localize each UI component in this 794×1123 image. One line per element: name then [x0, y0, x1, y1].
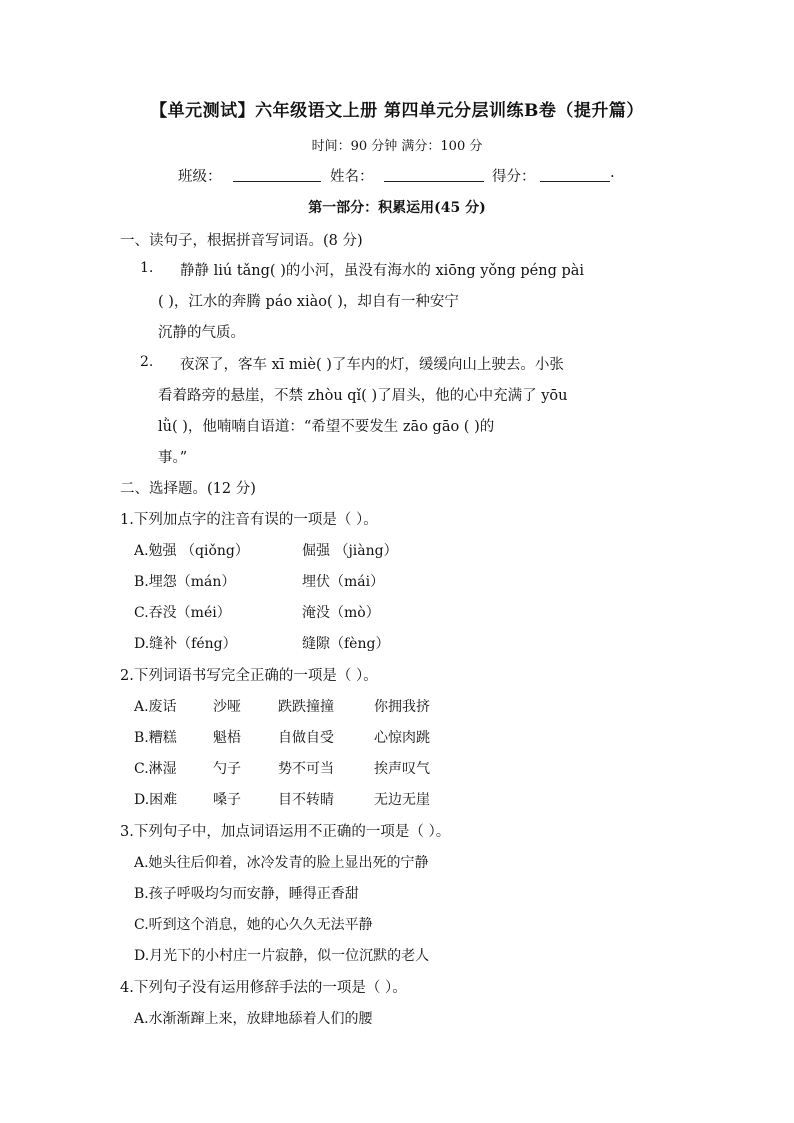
q3-option-d[interactable]: D.月光下的小村庄一片寂静，似一位沉默的老人: [134, 948, 430, 964]
q2-option-b-word4: 心惊肉跳: [374, 730, 430, 746]
q2-option-a-word4: 你拥我挤: [374, 699, 430, 715]
item2-number: 2.: [140, 354, 154, 370]
score-label: 得分：: [492, 169, 536, 185]
item2-line4: 事。”: [158, 450, 188, 466]
q1-stem: 1.下列加点字的注音有误的一项是（ ）。: [120, 512, 378, 528]
q3-option-c[interactable]: C.听到这个消息，她的心久久无法平静: [134, 917, 373, 933]
q2-option-c-word2: 勺子: [213, 761, 241, 777]
page-title: 【单元测试】六年级语文上册 第四单元分层训练B卷（提升篇）: [150, 101, 644, 121]
q3-option-a[interactable]: A.她头往后仰着，冰冷发青的脸上显出死的宁静: [134, 855, 429, 871]
part-heading: 第一部分：积累运用(45 分): [308, 200, 486, 216]
name-blank[interactable]: [384, 167, 484, 182]
info-end-dot: .: [610, 165, 615, 181]
q1-option-d-right: 缝隙（fèng）: [302, 636, 390, 652]
q1-option-b-right: 埋伏（mái）: [302, 574, 385, 590]
q2-option-d[interactable]: D.困难: [134, 792, 178, 808]
q3-stem: 3.下列句子中，加点词语运用不正确的一项是（ ）。: [120, 824, 451, 840]
q2-option-a-word2: 沙哑: [213, 699, 241, 715]
name-label: 姓名：: [330, 169, 374, 185]
q2-option-c-word3: 势不可当: [278, 761, 334, 777]
item1-number: 1.: [140, 260, 154, 276]
q2-option-c[interactable]: C.淋湿: [134, 761, 177, 777]
q2-option-d-word3: 目不转睛: [278, 792, 334, 808]
q2-option-c-word4: 挨声叹气: [374, 761, 430, 777]
q2-option-b[interactable]: B.糟糕: [134, 730, 177, 746]
item1-line3: 沉静的气质。: [158, 325, 245, 341]
item2-line3: lǜ( )，他喃喃自语道：“希望不要发生 zāo gāo ( )的: [158, 419, 495, 435]
q2-option-b-word2: 魁梧: [213, 730, 241, 746]
q1-option-d-left[interactable]: D.缝补（féng）: [134, 636, 237, 652]
q1-option-a-right: 倔强 （jiàng）: [302, 543, 398, 559]
q2-option-d-word4: 无边无崖: [374, 792, 430, 808]
q4-option-a[interactable]: A.水渐渐蹿上来，放肆地舔着人们的腰: [134, 1011, 373, 1027]
item1-line2: ( )，江水的奔腾 páo xiào( )，却自有一种安宁: [158, 294, 459, 310]
item1-line1: 静静 liú tǎng( )的小河，虽没有海水的 xiōng yǒng péng pài: [180, 263, 585, 279]
q2-option-a[interactable]: A.废话: [134, 699, 177, 715]
q2-option-d-word2: 嗓子: [213, 792, 241, 808]
section2-heading: 二、选择题。(12 分): [120, 481, 256, 497]
item2-line1: 夜深了，客车 xī miè( )了车内的灯，缓缓向山上驶去。小张: [180, 357, 564, 373]
class-label: 班级：: [178, 169, 222, 185]
q2-option-b-word3: 自做自受: [278, 730, 334, 746]
q2-stem: 2.下列词语书写完全正确的一项是（ ）。: [120, 668, 378, 684]
item2-line2: 看着路旁的悬崖，不禁 zhòu qǐ( )了眉头，他的心中充满了 yōu: [158, 388, 568, 404]
class-blank[interactable]: [233, 167, 321, 182]
exam-meta: 时间：90 分钟 满分：100 分: [311, 139, 483, 154]
q1-option-c-left[interactable]: C.吞没（méi）: [134, 605, 231, 621]
q3-option-b[interactable]: B.孩子呼吸均匀而安静，睡得正香甜: [134, 886, 359, 902]
q1-option-b-left[interactable]: B.埋怨（mán）: [134, 574, 236, 590]
score-blank[interactable]: [540, 167, 610, 182]
q1-option-a-left[interactable]: A.勉强 （qiǒng）: [134, 543, 249, 559]
q4-stem: 4.下列句子没有运用修辞手法的一项是（ ）。: [120, 980, 407, 996]
q1-option-c-right: 淹没（mò）: [302, 605, 380, 621]
section1-heading: 一、读句子，根据拼音写词语。(8 分): [120, 233, 363, 249]
q2-option-a-word3: 跌跌撞撞: [278, 699, 334, 715]
